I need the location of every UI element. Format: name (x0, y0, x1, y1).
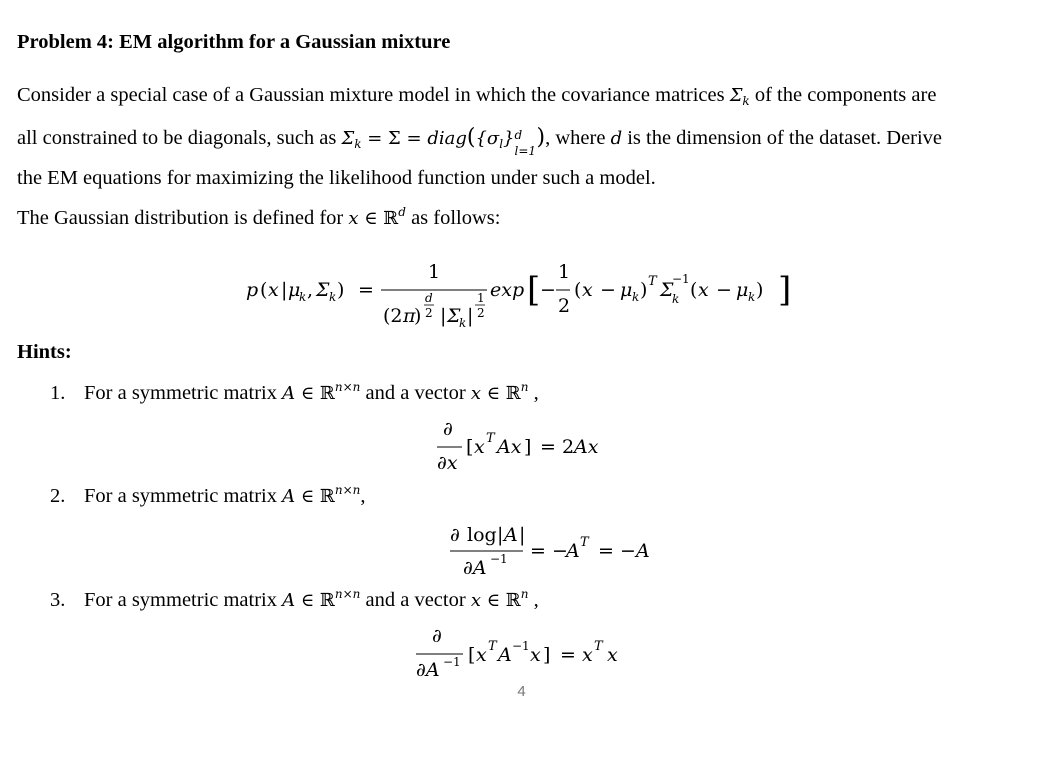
svg-text:T: T (594, 639, 603, 654)
svg-text:]: ] (543, 644, 551, 666)
svg-text:=: = (598, 540, 614, 562)
svg-text:∂x: ∂x (437, 452, 458, 474)
svg-text:): ) (337, 279, 345, 301)
svg-text:∂: ∂ (432, 625, 442, 647)
svg-text:x: x (530, 644, 541, 666)
svg-text:k: k (299, 290, 307, 304)
svg-text:=: = (358, 279, 374, 301)
svg-text:exp: exp (490, 279, 525, 301)
svg-text:(: ( (260, 279, 268, 301)
svg-text:−1: −1 (443, 655, 461, 669)
svg-text:k: k (459, 316, 467, 330)
hint-1-equation (437, 418, 599, 474)
svg-text:|: | (281, 279, 288, 301)
svg-text:p: p (246, 279, 259, 301)
hint-3-equation (416, 625, 618, 681)
svg-text:2: 2 (562, 436, 575, 458)
hint-item-2: 2. For a symmetric matrix A ∈ ℝ$^{n\times n}$, (50, 483, 366, 507)
paragraph-line-3: the EM equations for maximizing the likelihood function under such a model. (17, 167, 656, 189)
svg-text:T: T (580, 535, 589, 550)
svg-text:A: A (636, 540, 650, 562)
svg-text:(2: (2 (383, 305, 403, 327)
svg-text:k: k (632, 290, 640, 304)
svg-text:−1: −1 (512, 639, 530, 653)
math-sigma-k: $\Sigma_k$ (729, 85, 750, 108)
svg-text:−: − (620, 540, 636, 562)
hints-heading: Hints: (17, 341, 72, 363)
svg-text:−: − (600, 279, 616, 301)
svg-text:x: x (268, 279, 279, 301)
svg-text:2: 2 (425, 306, 433, 320)
svg-text:x: x (476, 644, 487, 666)
svg-text:x: x (607, 644, 618, 666)
svg-text:1: 1 (477, 291, 485, 305)
svg-text:−: − (716, 279, 732, 301)
svg-text:k: k (672, 292, 680, 306)
svg-text:k: k (329, 290, 337, 304)
svg-text:(: ( (574, 279, 582, 301)
svg-text:∂A: ∂A (416, 659, 440, 681)
svg-text:): ) (756, 279, 764, 301)
svg-text:−1: −1 (672, 272, 690, 286)
svg-text:Σ: Σ (447, 305, 461, 327)
svg-text:,: , (307, 279, 314, 301)
svg-text:∂: ∂ (443, 418, 453, 440)
svg-text:1: 1 (428, 261, 441, 283)
svg-text:2: 2 (558, 295, 571, 317)
svg-text:μ: μ (620, 279, 633, 301)
svg-text:T: T (648, 274, 657, 289)
svg-text:d: d (425, 291, 433, 305)
svg-text:∂: ∂ (450, 524, 460, 546)
svg-text:μ: μ (288, 279, 301, 301)
svg-text:T: T (486, 431, 495, 446)
svg-text:Ax: Ax (497, 436, 522, 458)
svg-text:−: − (552, 540, 568, 562)
math-diag-constraint: $\Sigma_k = \Sigma$ = $diag(\{\sigma_l\}$ d l=1 ) (341, 125, 546, 158)
svg-text:A: A (504, 524, 518, 546)
svg-text:|: | (467, 305, 474, 327)
svg-text:A: A (566, 540, 580, 562)
svg-text:−: − (540, 279, 556, 301)
svg-text:T: T (488, 639, 497, 654)
paragraph-line-2: all constrained to be diagonals, such as $\Sigma_k = \Sigma$ = $diag(\{\sigma_l\}$ d l=1 ), where d is the dimension of the dataset. Derive (17, 125, 943, 158)
svg-text:[: [ (466, 436, 474, 458)
svg-text:|: | (440, 305, 447, 327)
paragraph-line-1: Consider a special case of a Gaussian mixture model in which the covariance matrices $\Sigma_k$ of the components are (17, 84, 937, 108)
svg-text:Ax: Ax (574, 436, 599, 458)
svg-text:): ) (640, 279, 648, 301)
svg-text:|: | (497, 524, 504, 546)
svg-text:1: 1 (558, 261, 571, 283)
svg-text:2: 2 (477, 306, 485, 320)
svg-text:[: [ (527, 270, 541, 310)
hint-item-1: 1. For a symmetric matrix A ∈ ℝ$^{n\times n}$ and a vector x ∈ ℝ$^n$ , (50, 380, 539, 404)
svg-text:Σ: Σ (316, 279, 330, 301)
svg-text:=: = (540, 436, 556, 458)
svg-text:log: log (467, 524, 497, 546)
svg-text:[: [ (468, 644, 476, 666)
svg-text:): ) (414, 305, 422, 327)
problem-title: Problem 4: EM algorithm for a Gaussian mixture (17, 31, 451, 53)
svg-text:=: = (530, 540, 546, 562)
svg-text:x: x (582, 644, 593, 666)
svg-text:=: = (560, 644, 576, 666)
svg-text:x: x (474, 436, 485, 458)
svg-text:k: k (748, 290, 756, 304)
svg-text:A: A (498, 644, 512, 666)
math-d: d (610, 128, 623, 149)
paragraph-line-4: The Gaussian distribution is defined for x ∈ ℝ$^d$ as follows: (17, 205, 501, 229)
math-x-in-rd: x ∈ ℝ$^d$ (348, 205, 406, 229)
svg-text:−1: −1 (490, 552, 508, 566)
svg-text:x: x (582, 279, 593, 301)
svg-text:]: ] (524, 436, 532, 458)
svg-text:∂A: ∂A (463, 557, 487, 579)
svg-text:π: π (403, 305, 416, 327)
svg-text:x: x (698, 279, 709, 301)
hint-2-equation (450, 524, 650, 579)
svg-text:]: ] (778, 270, 792, 310)
svg-text:|: | (519, 524, 526, 546)
svg-text:μ: μ (736, 279, 749, 301)
svg-text:(: ( (690, 279, 698, 301)
hint-item-3: 3. For a symmetric matrix A ∈ ℝ$^{n\times n}$ and a vector x ∈ ℝ$^n$ , (50, 587, 539, 611)
svg-text:Σ: Σ (660, 279, 674, 301)
page-number: 4 (517, 683, 526, 700)
